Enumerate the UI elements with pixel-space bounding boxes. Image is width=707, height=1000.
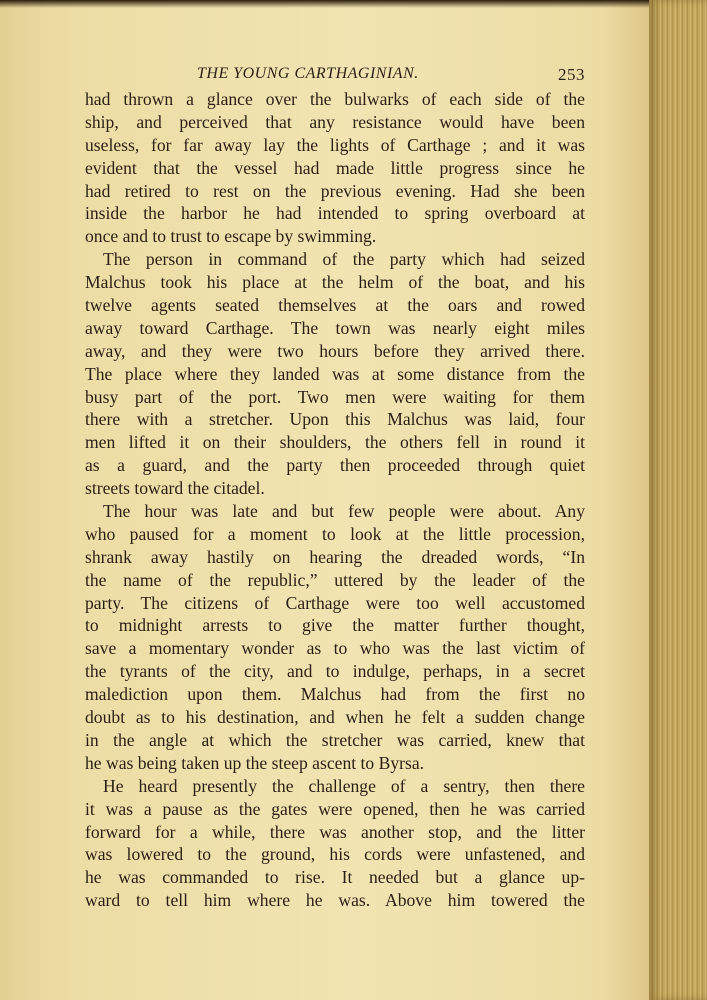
text-line: the name of the republic,” uttered by the leader of the (85, 569, 585, 590)
text-line: in the angle at which the stretcher was carried, knew that (85, 729, 585, 750)
text-line: inside the harbor he had intended to spring overboard at (85, 203, 585, 224)
paragraph-3 (85, 500, 585, 775)
running-head (85, 58, 585, 88)
text-line: had retired to rest on the previous evening. Had she been (85, 180, 585, 201)
text-line: The person in command of the party which had seized (103, 249, 585, 270)
running-title: THE YOUNG CARTHAGINIAN. (197, 65, 419, 82)
text-line: evident that the vessel had made little progress since he (85, 157, 585, 178)
text-line: The place where they landed was at some distance from the (85, 363, 585, 384)
text-line: busy part of the port. Two men were waiting for them (85, 386, 585, 407)
text-line: men lifted it on their shoulders, the others fell in round it (85, 432, 585, 453)
text-line: Malchus took his place at the helm of the boat, and his (85, 272, 585, 293)
text-line: malediction upon them. Malchus had from the first no (85, 684, 585, 705)
text-line: twelve agents seated themselves at the oars and rowed (85, 295, 585, 316)
paragraph-4 (85, 775, 585, 912)
text-line: who paused for a moment to look at the little procession, (85, 523, 585, 544)
top-edge-shadow (0, 0, 707, 8)
text-line: as a guard, and the party then proceeded through quiet (85, 455, 585, 476)
text-line: had thrown a glance over the bulwarks of each side of the (85, 89, 585, 109)
paragraph-1 (85, 88, 585, 248)
text-line: ship, and perceived that any resistance would have been (85, 111, 585, 132)
text-line: forward for a while, there was another stop, and the litter (85, 821, 585, 842)
text-line: to midnight arrests to give the matter further thought, (85, 615, 585, 636)
text-line: save a momentary wonder as to who was the last victim of (85, 638, 585, 659)
text-line: away, and they were two hours before they arrived there. (85, 340, 585, 361)
text-line: party. The citizens of Carthage were too well accustomed (85, 592, 585, 613)
text-line: streets toward the citadel. (85, 478, 265, 499)
text-line: useless, for far away lay the lights of Carthage ; and it was (85, 134, 585, 155)
page-number: 253 (558, 65, 585, 84)
paragraph-2 (85, 248, 585, 500)
text-line: it was a pause as the gates were opened, then he was carried (85, 798, 585, 819)
text-line: shrank away hastily on hearing the dreaded words, “In (85, 546, 585, 567)
text-line: The hour was late and but few people were about. Any (103, 501, 585, 522)
text-line: he was being taken up the steep ascent to Byrsa. (85, 752, 425, 773)
text-line: ward to tell him where he was. Above him towered the (85, 890, 585, 911)
text-line: away toward Carthage. The town was nearly eight miles (85, 317, 585, 338)
text-block (85, 58, 585, 912)
text-line: he was commanded to rise. It needed but a glance up- (85, 867, 585, 888)
text-line: there with a stretcher. Upon this Malchus was laid, four (85, 409, 585, 430)
text-line: doubt as to his destination, and when he felt a sudden change (85, 707, 585, 728)
text-line: was lowered to the ground, his cords were unfastened, and (85, 844, 585, 865)
text-line: He heard presently the challenge of a sentry, then there (103, 775, 585, 796)
text-line: the tyrants of the city, and to indulge, perhaps, in a secret (85, 661, 585, 682)
page-edges (649, 0, 707, 1000)
text-line: once and to trust to escape by swimming. (85, 226, 377, 247)
